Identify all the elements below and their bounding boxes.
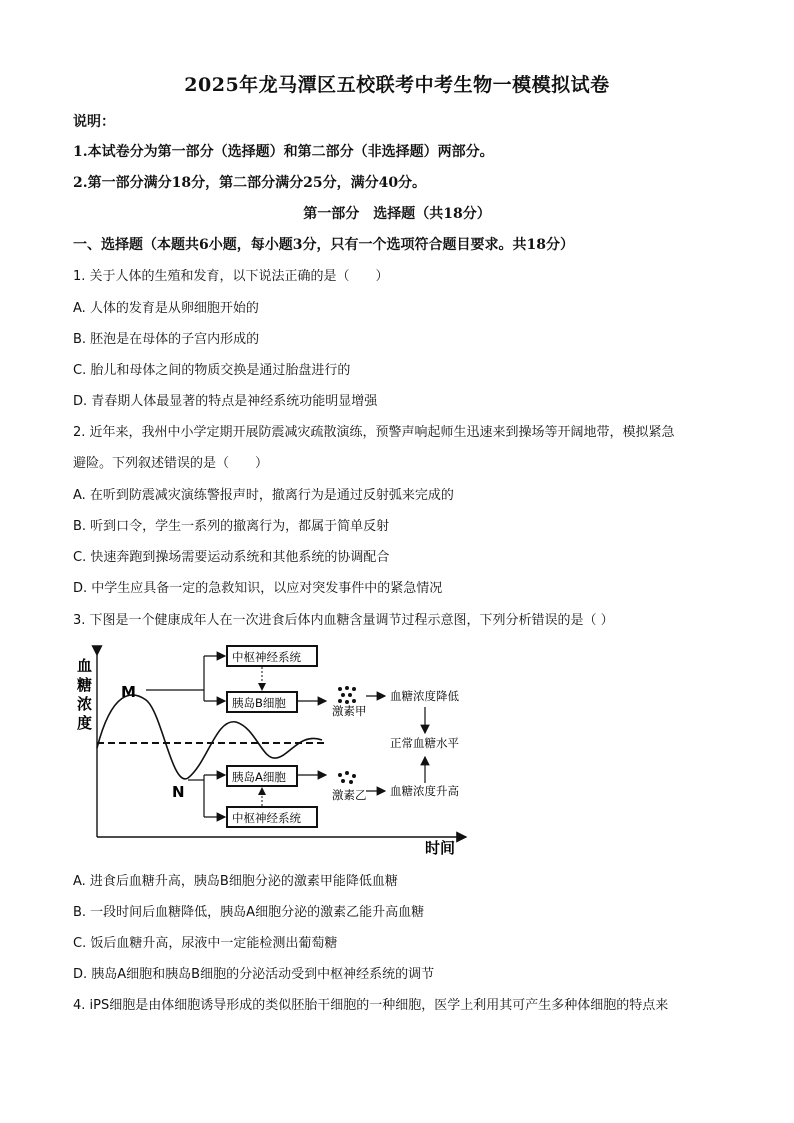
hormone-b-label: 激素乙 <box>332 788 367 802</box>
q3-option-d: D. 胰岛A细胞和胰岛B细胞的分泌活动受到中枢神经系统的调节 <box>73 967 435 982</box>
cns-box-top-label: 中枢神经系统 <box>232 650 301 664</box>
q2-option-a: A. 在听到防震减灾演练警报声时，撤离行为是通过反射弧来完成的 <box>73 488 454 503</box>
note-line-2: 2.第一部分满分18分，第二部分满分25分，满分40分。 <box>73 175 427 191</box>
q1-option-b: B. 胚泡是在母体的子宫内形成的 <box>73 332 260 347</box>
hormone-b-dots <box>338 771 356 784</box>
note-line-1: 1.本试卷分为第一部分（选择题）和第二部分（非选择题）两部分。 <box>73 144 494 160</box>
point-n-label: N <box>172 783 185 801</box>
y-axis-label-1: 血 <box>77 657 93 675</box>
point-m-label: M <box>121 683 136 701</box>
q3-option-c: C. 饭后血糖升高，尿液中一定能检测出葡萄糖 <box>73 936 338 951</box>
notes-heading: 说明： <box>73 114 115 130</box>
cns-box-bottom-label: 中枢神经系统 <box>232 811 301 825</box>
islet-b-label: 胰岛B细胞 <box>232 696 286 710</box>
x-axis-label: 时间 <box>425 839 456 857</box>
q1-option-a: A. 人体的发育是从卵细胞开始的 <box>73 301 259 316</box>
q3-option-a: A. 进食后血糖升高，胰岛B细胞分泌的激素甲能降低血糖 <box>73 874 398 889</box>
y-axis-label-4: 度 <box>77 714 93 732</box>
q2-stem-line2: 避险。下列叙述错误的是（ ） <box>73 456 269 471</box>
increase-label: 血糖浓度升高 <box>390 784 459 798</box>
q1-option-c: C. 胎儿和母体之间的物质交换是通过胎盘进行的 <box>73 363 351 378</box>
normal-level-label: 正常血糖水平 <box>390 736 459 750</box>
decrease-label: 血糖浓度降低 <box>390 689 459 703</box>
y-axis-label-2: 糖 <box>77 676 93 694</box>
q2-option-b: B. 听到口令，学生一系列的撤离行为，都属于简单反射 <box>73 519 390 534</box>
q1-stem: 1. 关于人体的生殖和发育，以下说法正确的是（ ） <box>73 269 389 284</box>
q3-stem: 3. 下图是一个健康成年人在一次进食后体内血糖含量调节过程示意图，下列分析错误的是（ ） <box>73 613 614 628</box>
q4-stem: 4. iPS细胞是由体细胞诱导形成的类似胚胎干细胞的一种细胞，医学上利用其可产生多种体细胞的特点来 <box>73 998 669 1013</box>
section1-title: 一、选择题（本题共6小题，每小题3分，只有一个选项符合题目要求。共18分） <box>73 237 574 253</box>
q1-option-d: D. 青春期人体最显著的特点是神经系统功能明显增强 <box>73 394 378 409</box>
islet-a-label: 胰岛A细胞 <box>232 770 286 784</box>
exam-title: 2025年龙马潭区五校联考中考生物一模模拟试卷 <box>184 74 610 96</box>
q2-option-d: D. 中学生应具备一定的急救知识，以应对突发事件中的紧急情况 <box>73 581 443 596</box>
blood-glucose-diagram <box>70 645 480 860</box>
q2-option-c: C. 快速奔跑到操场需要运动系统和其他系统的协调配合 <box>73 550 390 565</box>
q3-option-b: B. 一段时间后血糖降低，胰岛A细胞分泌的激素乙能升高血糖 <box>73 905 425 920</box>
part1-title: 第一部分 选择题（共18分） <box>303 206 491 222</box>
q2-stem-line1: 2. 近年来，我州中小学定期开展防震减灾疏散演练，预警声响起师生迅速来到操场等开阔地带，模拟紧急 <box>73 425 675 440</box>
y-axis-label-3: 浓 <box>77 695 93 713</box>
hormone-a-label: 激素甲 <box>332 704 367 718</box>
hormone-a-dots <box>338 686 356 704</box>
